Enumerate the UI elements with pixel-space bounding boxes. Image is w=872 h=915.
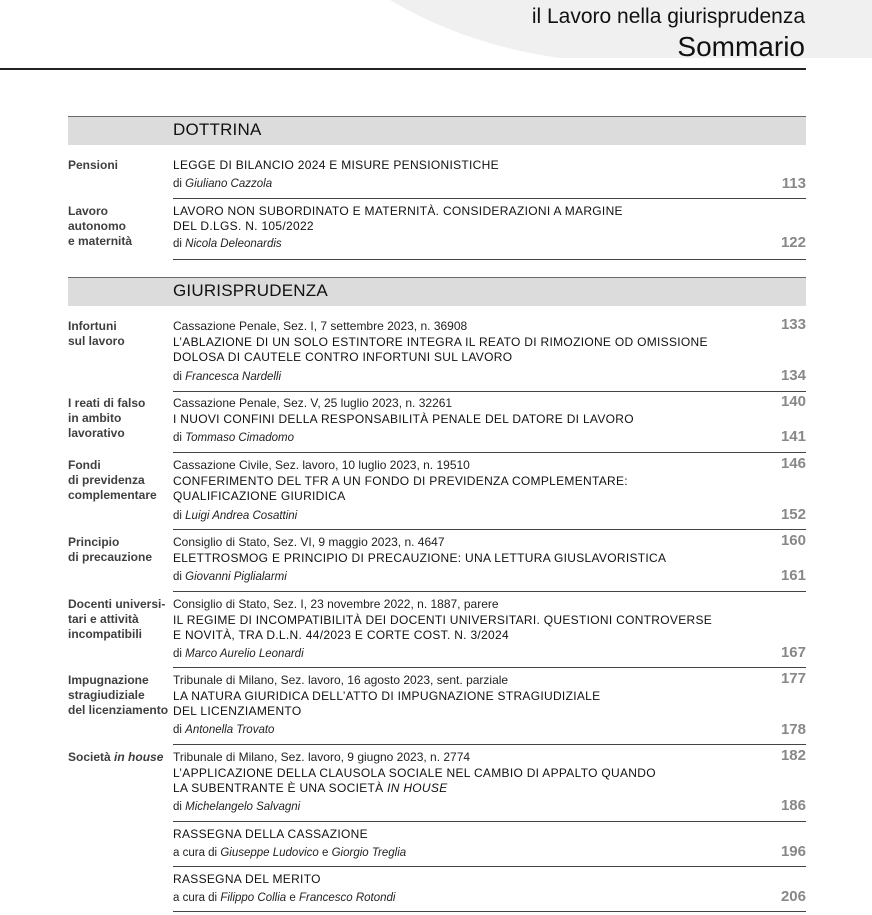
case-source: Cassazione Penale, Sez. I, 7 settembre 2023, n. 36908 <box>173 319 468 333</box>
rassegna-authors: a cura di Giuseppe Ludovico e Giorgio Treglia <box>173 847 407 859</box>
article-title[interactable]: LA NATURA GIURIDICA DELL’ATTO DI IMPUGNAZIONE STRAGIUDIZIALE DEL LICENZIAMENTO <box>173 689 601 718</box>
page-number[interactable]: 122 <box>780 234 806 251</box>
section-heading-giurisprudenza: GIURISPRUDENZA <box>173 281 328 300</box>
entry-divider <box>173 452 806 453</box>
case-source: Cassazione Civile, Sez. lavoro, 10 luglio 2023, n. 19510 <box>173 458 470 472</box>
section-band-dottrina <box>68 116 806 145</box>
article-title[interactable]: L’ABLAZIONE DI UN SOLO ESTINTORE INTEGRA IL REATO DI RIMOZIONE OD OMISSIONE DOLOSA DI CAUTELE CONTRO INFORTUNI SUL LAVORO <box>173 335 708 364</box>
page-number-end[interactable]: 134 <box>780 367 806 384</box>
page-number-start[interactable]: 182 <box>780 747 806 764</box>
article-title[interactable]: ELETTROSMOG E PRINCIPIO DI PRECAUZIONE: UNA LETTURA GIUSLAVORISTICA <box>173 551 667 565</box>
page-number-end[interactable]: 178 <box>780 721 806 738</box>
topic-label: Fondi di previdenza complementare <box>68 458 157 502</box>
page-number-start[interactable]: 146 <box>780 455 806 472</box>
page-number-start[interactable]: 133 <box>780 316 806 333</box>
page-number[interactable]: 113 <box>781 175 806 192</box>
entry-divider <box>173 911 806 912</box>
article-title[interactable]: LEGGE DI BILANCIO 2024 E MISURE PENSIONISTICHE <box>173 158 499 172</box>
page-title: Sommario <box>677 31 805 62</box>
entry-divider <box>173 391 806 392</box>
case-source: Tribunale di Milano, Sez. lavoro, 9 giugno 2023, n. 2774 <box>173 750 471 764</box>
case-source: Tribunale di Milano, Sez. lavoro, 16 agosto 2023, sent. parziale <box>173 673 509 687</box>
page-number[interactable]: 196 <box>780 843 806 860</box>
topic-label: I reati di falso in ambito lavorativo <box>68 396 146 440</box>
rassegna-authors: a cura di Filippo Collia e Francesco Rotondi <box>173 892 396 904</box>
article-title[interactable]: IL REGIME DI INCOMPATIBILITÀ DEI DOCENTI UNIVERSITARI. QUESTIONI CONTROVERSE E NOVITÀ, TRA D.L.N. 44/2023 E CORTE COST. N. 3/2024 <box>173 613 713 642</box>
topic-label: Infortuni sul lavoro <box>68 319 125 348</box>
header-divider <box>0 68 806 70</box>
section-band-giurisprudenza <box>68 277 806 306</box>
page-number-end[interactable]: 167 <box>780 644 806 661</box>
entry-divider <box>173 821 806 822</box>
page-number-end[interactable]: 152 <box>780 506 806 523</box>
topic-label: Pensioni <box>68 158 119 172</box>
article-author: di Giuliano Cazzola <box>173 178 273 190</box>
topic-label: Impugnazione stragiudiziale del licenziamento <box>68 673 169 717</box>
case-source: Consiglio di Stato, Sez. VI, 9 maggio 2023, n. 4647 <box>173 535 445 549</box>
journal-name: il Lavoro nella giurisprudenza <box>531 5 805 28</box>
case-source: Consiglio di Stato, Sez. I, 23 novembre 2022, n. 1887, parere <box>173 597 499 611</box>
article-title[interactable]: L’APPLICAZIONE DELLA CLAUSOLA SOCIALE NEL CAMBIO DI APPALTO QUANDO LA SUBENTRANTE È UNA SOCIETÀ IN HOUSE <box>173 766 656 795</box>
article-author: di Nicola Deleonardis <box>173 238 282 250</box>
topic-label: Docenti universi- tari e attività incompatibili <box>68 597 166 641</box>
page-number-end[interactable]: 186 <box>780 797 806 814</box>
page-number-start[interactable]: 177 <box>780 670 806 687</box>
topic-label: Principio di precauzione <box>68 535 153 564</box>
entry-divider <box>173 259 806 260</box>
article-author: di Tommaso Cimadomo <box>173 432 295 444</box>
entry-divider <box>173 744 806 745</box>
article-author: di Luigi Andrea Cosattini <box>173 510 298 522</box>
rassegna-title[interactable]: RASSEGNA DELLA CASSAZIONE <box>173 827 368 841</box>
article-author: di Antonella Trovato <box>173 724 275 736</box>
entry-divider <box>173 866 806 867</box>
article-author: di Marco Aurelio Leonardi <box>173 648 304 660</box>
topic-label: Società in house <box>68 750 164 764</box>
entry-divider <box>173 667 806 668</box>
page-number-start[interactable]: 140 <box>780 393 806 410</box>
article-title[interactable]: CONFERIMENTO DEL TFR A UN FONDO DI PREVIDENZA COMPLEMENTARE: QUALIFICAZIONE GIURIDICA <box>173 474 628 503</box>
page-number[interactable]: 206 <box>780 888 806 905</box>
page-number-end[interactable]: 141 <box>780 428 806 445</box>
entry-divider <box>173 198 806 199</box>
article-title[interactable]: I NUOVI CONFINI DELLA RESPONSABILITÀ PENALE DEL DATORE DI LAVORO <box>173 412 634 426</box>
entry-divider <box>173 591 806 592</box>
article-title[interactable]: LAVORO NON SUBORDINATO E MATERNITÀ. CONSIDERAZIONI A MARGINE DEL D.LGS. N. 105/2022 <box>173 204 623 233</box>
topic-label: Lavoro autonomo e maternità <box>68 204 133 248</box>
article-author: di Francesca Nardelli <box>173 371 282 383</box>
section-heading-dottrina: DOTTRINA <box>173 120 262 139</box>
entry-divider <box>173 529 806 530</box>
article-author: di Michelangelo Salvagni <box>173 801 301 813</box>
page-number-end[interactable]: 161 <box>780 567 806 584</box>
article-author: di Giovanni Piglialarmi <box>173 571 287 583</box>
page-number-start[interactable]: 160 <box>780 532 806 549</box>
rassegna-title[interactable]: RASSEGNA DEL MERITO <box>173 872 321 886</box>
case-source: Cassazione Penale, Sez. V, 25 luglio 2023, n. 32261 <box>173 396 453 410</box>
